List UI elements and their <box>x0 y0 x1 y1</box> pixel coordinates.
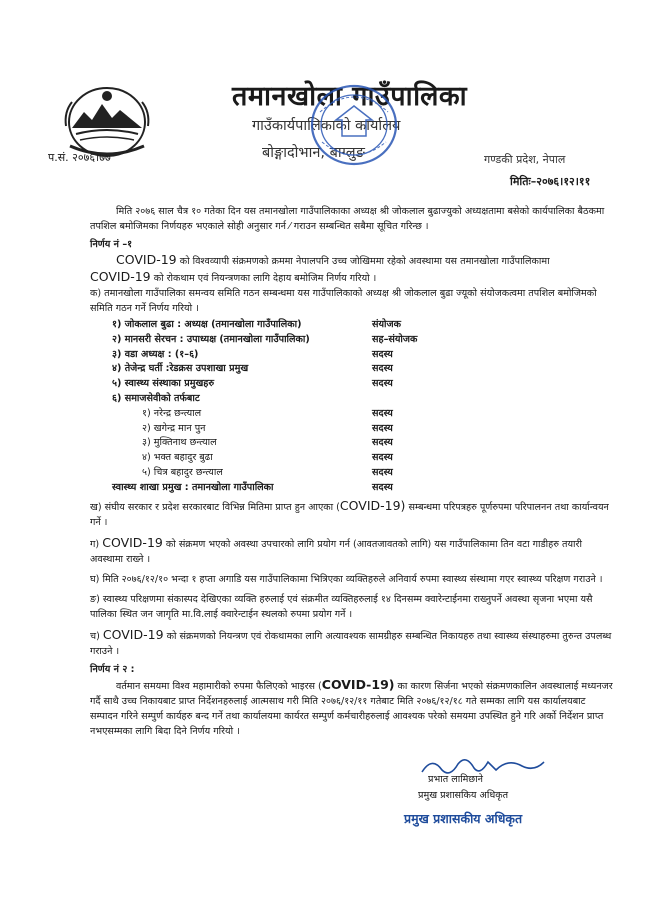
decision-1-heading: निर्णय नं –१ <box>90 239 133 250</box>
committee-members-table <box>112 318 542 496</box>
letter-date: मितिः–२०७६।१२।११ <box>510 175 591 188</box>
member-role: सदस्य <box>372 378 393 390</box>
member-row <box>112 348 542 363</box>
decision-1-paragraph: COVID-19 को विश्वव्यापी संक्रमणको क्रममा नेपालपनि उच्च जोखिममा रहेको अवस्थामा यस तमानखोला गाउँपालिकामा COVID-19 को रोकथाम एवं नियन्त्रणका लागि देहाय बमोजिम निर्णय गरियो । <box>90 252 550 284</box>
covid-term: COVID-19 <box>90 269 151 284</box>
member-name: १) जोकलाल बुढा : अध्यक्ष (तमानखोला गाउँपालिका) <box>112 319 302 330</box>
intro-paragraph: मिति २०७६ साल चैत्र १० गतेका दिन यस तमानखोला गाउँपालिकाका अध्यक्ष श्री जोकलाल बुढाज्युको अध्यक्षतामा बसेको कार्यपालिका बैठकमा तपशिल बमोजिमका निर्णयहरु भएकाले सोही अनुसार गर्न ⁄ गराउन सम्बन्धित सबैमा सूचित गरिन्छ । <box>90 206 605 232</box>
member-role: सदस्य <box>372 466 393 478</box>
member-name: २) मानसरी सेरचन : उपाध्यक्ष (तमानखोला गाउँपालिका) <box>112 333 310 345</box>
member-row <box>112 407 542 422</box>
clause-ka: क) तमानखोला गाउँपालिका समन्वय समिति गठन सम्बन्धमा यस गाउँपालिकाको अध्यक्ष श्री जोकलाल बुढा ज्यूको संयोजकत्वमा तपशिल बमोजिमको समिति गठन गर्ने निर्णय गरियो । <box>90 288 597 314</box>
member-role: सदस्य <box>372 422 393 434</box>
member-role: संयोजक <box>372 319 402 330</box>
member-row <box>112 436 542 451</box>
member-name: ४) भक्त बहादुर बुढा <box>142 452 213 464</box>
municipality-title: तमानखोला गाउँपालिका <box>232 81 468 112</box>
member-name: ३) मुक्तिनाथ छन्त्याल <box>142 437 217 449</box>
office-stamp <box>308 82 400 168</box>
member-row <box>112 481 542 496</box>
clause-ga: ग) COVID-19 को संक्रमण भएको अवस्था उपचारको लागि प्रयोग गर्न (आवतजावतको लागि) यस गाउँपालिकामा तिन वटा गाडीहरु तयारी अवस्थामा राख्ने । <box>90 534 582 565</box>
office-name: गाउँकार्यपालिकाको कार्यालय <box>252 118 401 134</box>
reference-number: प.सं. २०७६।७७ <box>48 151 111 164</box>
member-name: स्वास्थ्य शाखा प्रमुख : तमानखोला गाउँपालिका <box>112 481 274 493</box>
clause-nga: ङ) स्वास्थ्य परिक्षणमा संकास्पद देखिएका व्यक्ति हरुलाई एवं संक्रमीत व्यक्तिहरुलाई १४ दिनसम्म क्वारेन्टाईनमा राख्नुपर्ने अवस्था सृजना भएमा यसै पालिका स्थित जन जागृति मा.वि.लाई क्वारेन्टाईन स्थलको रुपमा प्रयोग गर्ने । <box>90 593 593 620</box>
member-role: सदस्य <box>372 348 393 360</box>
member-row <box>112 466 542 481</box>
member-name: ३) वडा अध्यक्ष : (१–६) <box>112 348 199 360</box>
member-role: सह–संयोजक <box>372 333 418 345</box>
signer-title: प्रमुख प्रशासकिय अधिकृत <box>418 790 509 801</box>
nepal-emblem-icon <box>62 82 152 160</box>
covid-term: COVID-19 <box>116 252 177 267</box>
member-row <box>112 333 542 348</box>
member-name: ५) चित्र बहादुर छन्त्याल <box>142 466 223 478</box>
letter-body <box>90 204 614 739</box>
member-row <box>112 451 542 466</box>
decision-2-paragraph: वर्तमान समयमा विश्व महामारीको रुपमा फैलिएको भाइरस (COVID-19) का कारण सिर्जना भएको संक्रमणकालिन अवस्थालाई मध्यनजर गर्दै साथै उच्च निकायबाट प्राप्त निर्देशनहरुलाई आत्मसाथ गरी मिति २०७६/१२/११ गतेबाट मिति २०७६/१२/१८ गते सम्मका लागि यस कार्यालयबाट सम्पादन गरिने सम्पुर्ण कार्यहरु बन्द गर्ने तथा कार्यालयमा कार्यरत सम्पुर्ण कर्मचारीहरुलाई आवश्यक परेको समयमा उपस्थित हुने गरि अर्को निर्देशन प्राप्त नभएसम्मका लागि बिदा दिने निर्णय गरियो । <box>90 676 613 737</box>
member-name: ५) स्वास्थ्य संस्थाका प्रमुखहरु <box>112 378 215 390</box>
member-row <box>112 392 542 407</box>
province-label: गण्डकी प्रदेश, नेपाल <box>484 153 566 166</box>
member-role: सदस्य <box>372 437 393 449</box>
member-name: ६) समाजसेवीको तर्फबाट <box>112 392 200 404</box>
member-name: २) खगेन्द्र मान पुन <box>142 422 206 434</box>
member-role: सदस्य <box>372 481 393 493</box>
decision-2-heading: निर्णय नं २ : <box>90 663 135 675</box>
clause-cha: च) COVID-19 को संक्रमणको नियन्त्रण एवं रोकथामका लागि अत्यावश्यक सामग्रीहरु सम्बन्धित निकायहरु तथा स्वास्थ्य संस्थाहरुमा तुरुन्त उपलब्ध गराउने । <box>90 626 612 657</box>
member-role: सदस्य <box>372 407 393 419</box>
signer-title-stamp: प्रमुख प्रशासकीय अधिकृत <box>404 811 523 826</box>
member-row <box>112 377 542 392</box>
member-name: १) नरेन्द्र छन्त्याल <box>142 407 202 419</box>
clause-gha: घ) मिति २०७६/१२/१० भन्दा १ हप्ता अगाडि यस गाउँपालिकामा भित्रिएका व्यक्तिहरुले अनिवार्य रुपमा स्वास्थ्य संस्थामा गएर स्वास्थ्य परिक्षण गराउने । <box>90 573 603 585</box>
signer-name: प्रभात लामिछाने <box>428 774 483 785</box>
member-row <box>112 422 542 437</box>
member-role: सदस्य <box>372 452 393 464</box>
member-role <box>372 392 542 407</box>
member-name: ४) तेजेन्द्र घर्ती :रेडक्रस उपशाखा प्रमुख <box>112 363 249 375</box>
office-location: बोङ्गादोभान, बाग्लुङ <box>262 145 365 161</box>
member-role: सदस्य <box>372 363 393 375</box>
clause-kha: ख) संघीय सरकार र प्रदेश सरकारबाट विभिन्न मितिमा प्राप्त हुन आएका (COVID-19) सम्बन्धमा परिपत्रहरु पूर्णरुपमा परिपालनन तथा कार्यान्वयन गर्ने । <box>90 497 609 528</box>
member-row <box>112 318 542 333</box>
member-row <box>112 362 542 377</box>
